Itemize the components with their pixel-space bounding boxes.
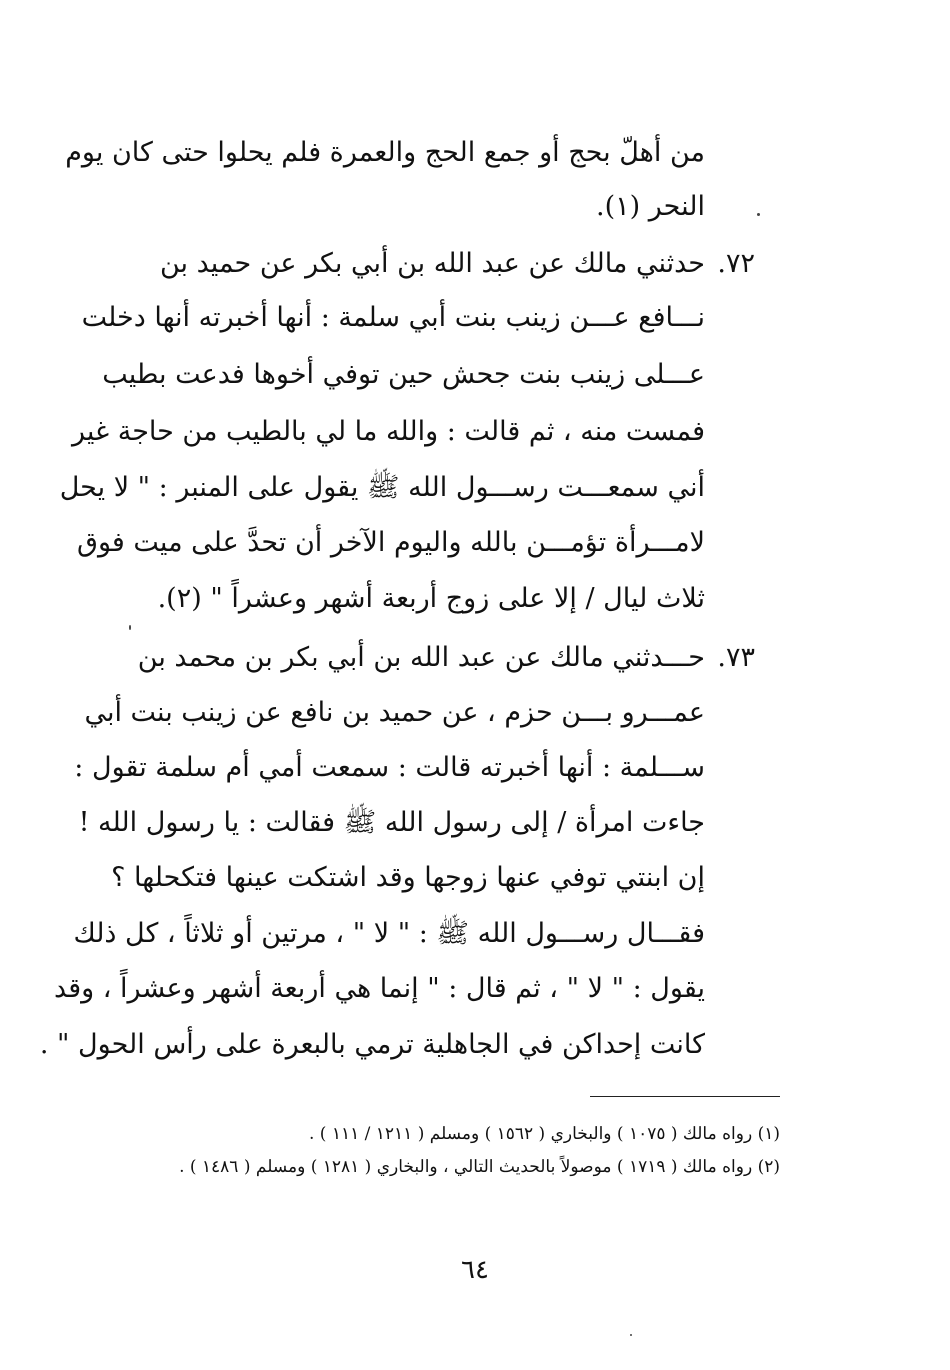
- scan-speck: [630, 1334, 632, 1336]
- page-number: ٦٤: [461, 1255, 489, 1285]
- hadith-number: ٧٣.: [717, 642, 755, 673]
- text-line: حدثني مالك عن عبد الله بن أبي بكر عن حميد بن: [159, 248, 705, 279]
- text-line: عـــلى زينب بنت جحش حين توفي أخوها فدعت بطيب: [102, 359, 705, 390]
- text-line: لامـــرأة تؤمـــن بالله واليوم الآخر أن تحدَّ على ميت فوق: [77, 527, 705, 558]
- text-line: من أهلّ بحج أو جمع الحج والعمرة فلم يحلوا حتى كان يوم: [65, 137, 705, 168]
- text-line: كانت إحداكن في الجاهلية ترمي بالبعرة على رأس الحول " .: [39, 1029, 705, 1060]
- text-line: ثلاث ليال / إلا على زوج أربعة أشهر وعشراً " (٢).: [157, 583, 705, 614]
- scan-speck: [757, 213, 760, 216]
- scan-speck: [129, 625, 131, 630]
- text-line: فمست منه ، ثم قالت : والله ما لي بالطيب من حاجة غير: [72, 416, 705, 447]
- hadith-number: ٧٢.: [717, 248, 755, 279]
- text-line: فقـــال رســـول الله ﷺ : " لا " ، مرتين أو ثلاثاً ، كل ذلك: [73, 918, 705, 949]
- footnote: (٢) رواه مالك ( ١٧١٩ ) موصولاً بالحديث التالي ، والبخاري ( ١٢٨١ ) ومسلم ( ١٤٨٦ ) .: [179, 1157, 780, 1177]
- text-line: عمـــرو بـــن حزم ، عن حميد بن نافع عن زينب بنت أبي: [84, 697, 705, 728]
- text-line: نـــافع عـــن زينب بنت أبي سلمة : أنها أخبرته أنها دخلت: [81, 302, 705, 333]
- footnote-separator: [590, 1096, 780, 1097]
- text-line: ســـلمة : أنها أخبرته قالت : سمعت أمي أم سلمة تقول :: [74, 752, 705, 783]
- text-line: يقول : " لا " ، ثم قال : " إنما هي أربعة أشهر وعشراً ، وقد: [54, 973, 705, 1004]
- footnote: (١) رواه مالك ( ١٠٧٥ ) والبخاري ( ١٥٦٢ ) ومسلم ( ١٢١١ / ١١١ ) .: [308, 1124, 780, 1144]
- text-line: حـــدثني مالك عن عبد الله بن أبي بكر بن محمد بن: [137, 642, 705, 673]
- text-line: النحر (١).: [596, 191, 705, 222]
- text-line: جاءت امرأة / إلى رسول الله ﷺ فقالت : يا رسول الله !: [78, 807, 705, 838]
- text-line: إن ابنتي توفي عنها زوجها وقد اشتكت عينها فتكحلها ؟: [111, 862, 705, 893]
- text-line: أني سمعـــت رســـول الله ﷺ يقول على المنبر : " لا يحل: [59, 472, 705, 503]
